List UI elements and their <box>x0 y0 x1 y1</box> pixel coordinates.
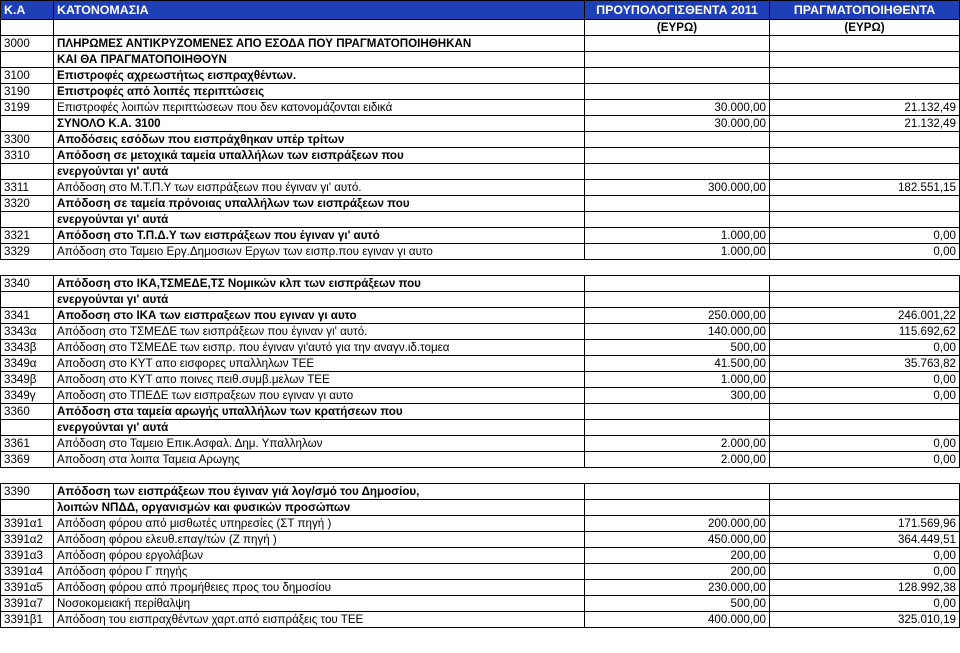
table-row <box>1 324 960 340</box>
row-realized <box>770 36 960 52</box>
row-code <box>1 116 54 132</box>
row-label: Απόδοση στα ταμεία αρωγής υπαλλήλων των κρατήσεων που <box>54 404 585 420</box>
row-code: 3369 <box>1 452 54 468</box>
table-row <box>1 148 960 164</box>
row-code <box>1 420 54 436</box>
table-row <box>1 356 960 372</box>
row-budget: 2.000,00 <box>585 452 770 468</box>
table-row <box>1 180 960 196</box>
row-budget: 500,00 <box>585 596 770 612</box>
row-code <box>1 164 54 180</box>
table-row <box>1 516 960 532</box>
row-realized: 21.132,49 <box>770 116 960 132</box>
row-realized: 364.449,51 <box>770 532 960 548</box>
row-realized: 0,00 <box>770 452 960 468</box>
row-label: Απόδοση στο Τ.Π.Δ.Υ των εισπράξεων που έγιναν γι' αυτό <box>54 228 585 244</box>
table-row <box>1 52 960 68</box>
row-realized <box>770 148 960 164</box>
spacer-cell <box>54 260 585 276</box>
table-row <box>1 68 960 84</box>
table-row <box>1 452 960 468</box>
row-code: 3300 <box>1 132 54 148</box>
header-budget: ΠΡΟΥΠΟΛΟΓΙΣΘΕΝΤΑ 2011 <box>585 1 770 20</box>
row-realized: 0,00 <box>770 596 960 612</box>
row-budget: 2.000,00 <box>585 436 770 452</box>
row-label: ΣΥΝΟΛΟ Κ.Α. 3100 <box>54 116 585 132</box>
row-label: Απόδοση σε μετοχικά ταμεία υπαλλήλων των εισπράξεων που <box>54 148 585 164</box>
row-code: 3391β1 <box>1 612 54 628</box>
row-budget <box>585 292 770 308</box>
row-realized: 0,00 <box>770 388 960 404</box>
row-code <box>1 500 54 516</box>
row-realized: 115.692,62 <box>770 324 960 340</box>
row-realized: 35.763,82 <box>770 356 960 372</box>
row-realized <box>770 484 960 500</box>
row-realized <box>770 212 960 228</box>
table-row <box>1 100 960 116</box>
row-code: 3390 <box>1 484 54 500</box>
row-realized: 0,00 <box>770 244 960 260</box>
row-label: ΠΛΗΡΩΜΕΣ ΑΝΤΙΚΡΥΖΟΜΕΝΕΣ ΑΠΟ ΕΣΟΔΑ ΠΟΥ ΠΡΑΓΜΑΤΟΠΟΙΗΘΗΚΑΝ <box>54 36 585 52</box>
row-realized: 0,00 <box>770 372 960 388</box>
row-label: Απόδοση στο ΙΚΑ,ΤΣΜΕΔΕ,ΤΣ Νομικών κλπ των εισπράξεων που <box>54 276 585 292</box>
row-code: 3391α4 <box>1 564 54 580</box>
row-label: Απόδοση φόρου Γ πηγής <box>54 564 585 580</box>
row-realized <box>770 292 960 308</box>
row-budget: 30.000,00 <box>585 116 770 132</box>
row-budget <box>585 68 770 84</box>
row-code: 3391α7 <box>1 596 54 612</box>
row-code <box>1 292 54 308</box>
row-realized <box>770 68 960 84</box>
row-label: Αποδοση στο ΤΠΕΔΕ των εισπραξεων που εγιναν γι αυτο <box>54 388 585 404</box>
spacer-cell <box>770 260 960 276</box>
row-realized <box>770 196 960 212</box>
row-label: Επιστροφές από λοιπές περιπτώσεις <box>54 84 585 100</box>
row-label: Απόδοση φόρου εργολάβων <box>54 548 585 564</box>
row-realized <box>770 276 960 292</box>
spacer-cell <box>1 468 54 484</box>
row-code: 3391α1 <box>1 516 54 532</box>
row-budget: 500,00 <box>585 340 770 356</box>
row-budget <box>585 420 770 436</box>
row-budget: 200,00 <box>585 564 770 580</box>
table-row <box>1 596 960 612</box>
row-budget: 200,00 <box>585 548 770 564</box>
row-budget <box>585 212 770 228</box>
row-label: Αποδοση στο ΚΥΤ απο ποινες πειθ.συμβ.μελων ΤΕΕ <box>54 372 585 388</box>
row-realized: 21.132,49 <box>770 100 960 116</box>
row-realized: 128.992,38 <box>770 580 960 596</box>
row-label: ΚΑΙ ΘΑ ΠΡΑΓΜΑΤΟΠΟΙΗΘΟΥΝ <box>54 52 585 68</box>
row-budget: 30.000,00 <box>585 100 770 116</box>
row-label: Αποδοση στο ΚΥΤ απο εισφορες υπαλληλων ΤΕΕ <box>54 356 585 372</box>
table-row <box>1 340 960 356</box>
row-budget <box>585 404 770 420</box>
row-realized: 325.010,19 <box>770 612 960 628</box>
table-row <box>1 404 960 420</box>
row-budget: 300,00 <box>585 388 770 404</box>
row-budget <box>585 84 770 100</box>
row-code: 3349α <box>1 356 54 372</box>
table-row <box>1 532 960 548</box>
row-budget: 1.000,00 <box>585 228 770 244</box>
row-label: λοιπών ΝΠΔΔ, οργανισμών και φυσικών προσώπων <box>54 500 585 516</box>
row-label: Απόδοση στο Ταμειο Επικ.Ασφαλ. Δημ. Υπαλληλων <box>54 436 585 452</box>
row-budget: 140.000,00 <box>585 324 770 340</box>
row-code: 3310 <box>1 148 54 164</box>
row-code: 3340 <box>1 276 54 292</box>
table-body <box>1 36 960 628</box>
table-row <box>1 388 960 404</box>
spacer-row <box>1 468 960 484</box>
row-realized <box>770 500 960 516</box>
table-row <box>1 612 960 628</box>
row-budget <box>585 148 770 164</box>
row-realized <box>770 52 960 68</box>
unit-realized: (ΕΥΡΩ) <box>770 20 960 36</box>
table-row <box>1 276 960 292</box>
table-row <box>1 196 960 212</box>
row-label: Απόδοση στο Μ.Τ.Π.Υ των εισπράξεων που έγιναν γι' αυτό. <box>54 180 585 196</box>
row-budget: 400.000,00 <box>585 612 770 628</box>
row-realized: 0,00 <box>770 228 960 244</box>
header-realized: ΠΡΑΓΜΑΤΟΠΟΙΗΘΕΝΤΑ <box>770 1 960 20</box>
table-row <box>1 436 960 452</box>
table-row <box>1 292 960 308</box>
row-budget: 300.000,00 <box>585 180 770 196</box>
spacer-cell <box>54 468 585 484</box>
spacer-cell <box>770 468 960 484</box>
row-code: 3391α3 <box>1 548 54 564</box>
units-row <box>1 20 960 36</box>
row-code: 3361 <box>1 436 54 452</box>
header-row <box>1 1 960 20</box>
row-budget: 1.000,00 <box>585 372 770 388</box>
row-label: Απόδοση φόρου ελευθ.επαγ/τών (Ζ πηγή ) <box>54 532 585 548</box>
row-label: Αποδοση στο ΙΚΑ των εισπραξεων που εγιναν γι αυτο <box>54 308 585 324</box>
spacer-cell <box>1 260 54 276</box>
table-row <box>1 84 960 100</box>
row-budget <box>585 484 770 500</box>
table-row <box>1 212 960 228</box>
spacer-cell <box>585 260 770 276</box>
row-code: 3000 <box>1 36 54 52</box>
table-row <box>1 484 960 500</box>
row-label: Επιστροφές αχρεωστήτως εισπραχθέντων. <box>54 68 585 84</box>
row-realized: 171.569,96 <box>770 516 960 532</box>
row-budget <box>585 36 770 52</box>
row-label: Απόδοση στο Ταμειο Εργ.Δημοσιων Εργων των εισπρ.που εγιναν γι αυτο <box>54 244 585 260</box>
row-label: ενεργούνται γι' αυτά <box>54 292 585 308</box>
row-budget: 230.000,00 <box>585 580 770 596</box>
row-label: ενεργούνται γι' αυτά <box>54 212 585 228</box>
table-row <box>1 244 960 260</box>
row-budget: 450.000,00 <box>585 532 770 548</box>
row-label: Επιστροφές λοιπών περιπτώσεων που δεν κατονομάζονται ειδικά <box>54 100 585 116</box>
row-budget: 250.000,00 <box>585 308 770 324</box>
row-code: 3349γ <box>1 388 54 404</box>
row-realized: 0,00 <box>770 340 960 356</box>
row-label: ενεργούνται γι' αυτά <box>54 164 585 180</box>
table-row <box>1 548 960 564</box>
row-label: ενεργούνται γι' αυτά <box>54 420 585 436</box>
row-realized: 182.551,15 <box>770 180 960 196</box>
row-label: Απόδοση στο ΤΣΜΕΔΕ των εισπρ. που έγιναν γι'αυτό για την αναγν.ιδ.τομεα <box>54 340 585 356</box>
row-code: 3320 <box>1 196 54 212</box>
row-budget: 41.500,00 <box>585 356 770 372</box>
row-realized: 246.001,22 <box>770 308 960 324</box>
table-row <box>1 500 960 516</box>
table-row <box>1 116 960 132</box>
row-budget <box>585 276 770 292</box>
row-code: 3311 <box>1 180 54 196</box>
row-code: 3349β <box>1 372 54 388</box>
table-row <box>1 580 960 596</box>
table-row <box>1 164 960 180</box>
spacer-cell <box>585 468 770 484</box>
row-label: Απόδοση στο ΤΣΜΕΔΕ των εισπράξεων που έγιναν γι' αυτό. <box>54 324 585 340</box>
row-label: Αποδόσεις εσόδων που εισπράχθηκαν υπέρ τρίτων <box>54 132 585 148</box>
unit-budget: (ΕΥΡΩ) <box>585 20 770 36</box>
row-label: Απόδοση σε ταμεία πρόνοιας υπαλλήλων των εισπράξεων που <box>54 196 585 212</box>
row-code: 3343β <box>1 340 54 356</box>
row-label: Αποδοση στα λοιπα Ταμεια Αρωγης <box>54 452 585 468</box>
row-realized <box>770 164 960 180</box>
row-label: Απόδοση του εισπραχθέντων χαρτ.από εισπράξεις του ΤΕΕ <box>54 612 585 628</box>
units-code-cell <box>1 20 54 36</box>
row-code: 3360 <box>1 404 54 420</box>
row-realized <box>770 404 960 420</box>
row-budget <box>585 196 770 212</box>
row-code: 3391α2 <box>1 532 54 548</box>
row-label: Απόδοση φόρου από μισθωτές υπηρεσίες (ΣΤ πηγή ) <box>54 516 585 532</box>
row-code: 3190 <box>1 84 54 100</box>
row-budget <box>585 164 770 180</box>
row-realized: 0,00 <box>770 548 960 564</box>
spacer-row <box>1 260 960 276</box>
row-budget <box>585 500 770 516</box>
row-code <box>1 52 54 68</box>
row-code: 3341 <box>1 308 54 324</box>
header-name: ΚΑΤΟΝΟΜΑΣΙΑ <box>54 1 585 20</box>
table-row <box>1 564 960 580</box>
row-realized <box>770 132 960 148</box>
table-row <box>1 308 960 324</box>
table-row <box>1 36 960 52</box>
row-code: 3199 <box>1 100 54 116</box>
row-code: 3321 <box>1 228 54 244</box>
row-label: Νοσοκομειακή περίθαλψη <box>54 596 585 612</box>
row-label: Απόδοση των εισπράξεων που έγιναν γιά λογ/σμό του Δημοσίου, <box>54 484 585 500</box>
table-row <box>1 228 960 244</box>
row-realized <box>770 420 960 436</box>
row-code: 3391α5 <box>1 580 54 596</box>
row-budget: 1.000,00 <box>585 244 770 260</box>
row-code: 3329 <box>1 244 54 260</box>
row-realized <box>770 84 960 100</box>
row-budget <box>585 132 770 148</box>
row-code <box>1 212 54 228</box>
row-label: Απόδοση φόρου από προμήθειες προς του δημοσίου <box>54 580 585 596</box>
row-code: 3343α <box>1 324 54 340</box>
row-code: 3100 <box>1 68 54 84</box>
row-budget: 200.000,00 <box>585 516 770 532</box>
table-row <box>1 372 960 388</box>
row-realized: 0,00 <box>770 564 960 580</box>
table-row <box>1 132 960 148</box>
table-row <box>1 420 960 436</box>
header-code: K.A <box>1 1 54 20</box>
row-realized: 0,00 <box>770 436 960 452</box>
row-budget <box>585 52 770 68</box>
units-name-cell <box>54 20 585 36</box>
